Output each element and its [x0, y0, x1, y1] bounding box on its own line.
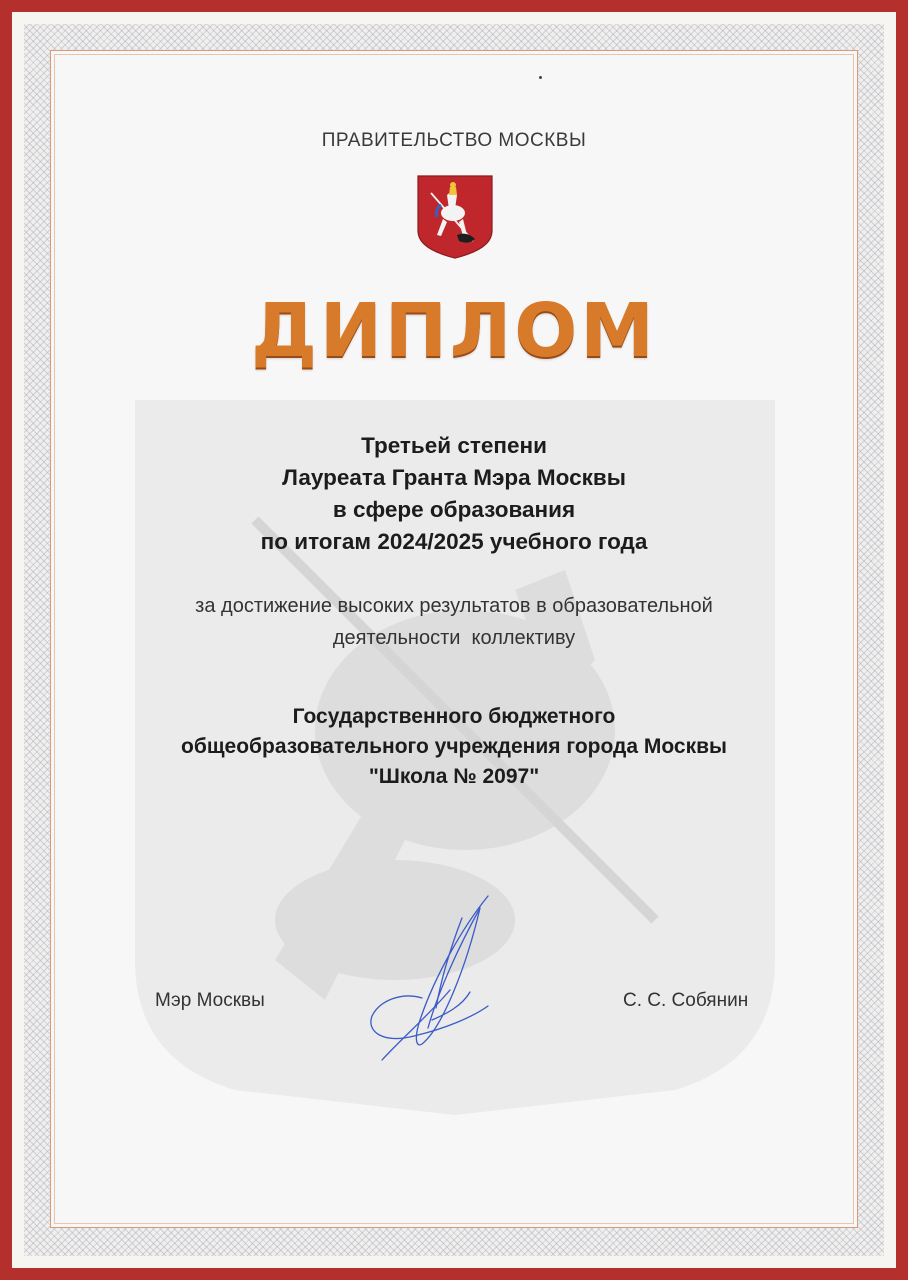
recipient-block [0, 702, 908, 792]
signature-icon [362, 888, 512, 1066]
government-header: ПРАВИТЕЛЬСТВО МОСКВЫ [321, 130, 587, 151]
signatory-name: С. С. Собянин [623, 990, 749, 1011]
award-degree-block [0, 430, 908, 558]
award-line: в сфере образования [332, 497, 576, 522]
reason-line: за достижение высоких результатов в образовательной [195, 595, 713, 617]
print-dot [539, 76, 542, 79]
recipient-line: общеобразовательного учреждения города Москвы [181, 735, 727, 758]
recipient-line: "Школа № 2097" [368, 765, 540, 788]
moscow-coat-of-arms-icon [417, 175, 493, 259]
award-line: Лауреата Гранта Мэра Москвы [282, 465, 626, 490]
recipient-line: Государственного бюджетного [292, 705, 616, 728]
award-reason-block [0, 590, 908, 654]
award-line: Третьей степени [361, 433, 547, 458]
diploma-title: ДИПЛОМ [251, 288, 657, 374]
award-line: по итогам 2024/2025 учебного года [260, 529, 648, 554]
signatory-position: Мэр Москвы [155, 990, 265, 1011]
reason-line: деятельности коллективу [332, 627, 576, 649]
